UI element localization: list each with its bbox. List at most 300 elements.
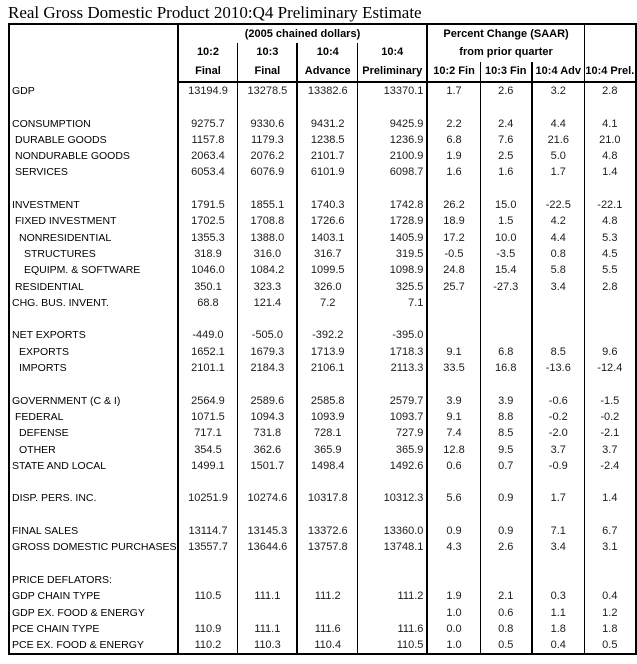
dollar-value: 1728.9: [358, 213, 428, 229]
pct-change-value: 3.7: [532, 442, 584, 458]
dollar-value: [238, 474, 297, 490]
dollar-value: 7.2: [297, 295, 357, 311]
dollar-value: 728.1: [297, 425, 357, 441]
dollar-value: 323.3: [238, 279, 297, 295]
dollar-value: 717.1: [178, 425, 238, 441]
dollar-value: [358, 474, 428, 490]
dollar-value: 1742.8: [358, 197, 428, 213]
pct-group-header-line2: from prior quarter: [427, 43, 584, 62]
row-label: SERVICES: [15, 166, 68, 179]
dollar-value: 1098.9: [358, 262, 428, 278]
pct-change-value: 33.5: [427, 360, 480, 376]
pct-change-value: [584, 327, 636, 343]
pct-change-value: 0.0: [427, 621, 480, 637]
table-header: [9, 24, 636, 82]
row-label: NET EXPORTS: [12, 329, 86, 342]
pct-change-value: [532, 99, 584, 115]
spacer-row: [9, 556, 636, 572]
pct-change-value: 0.6: [427, 458, 480, 474]
row-label: [9, 376, 178, 392]
row-label: EQUIPM. & SOFTWARE: [24, 264, 141, 277]
dollar-value: 1157.8: [178, 132, 238, 148]
dollar-value: [358, 507, 428, 523]
dollar-value: 1702.5: [178, 213, 238, 229]
pct-change-value: 0.4: [532, 637, 584, 654]
pct-change-value: 26.2: [427, 197, 480, 213]
dollar-value: 6098.7: [358, 164, 428, 180]
dollar-value: 111.6: [297, 621, 357, 637]
table-row: [9, 572, 636, 588]
dollar-value: 365.9: [358, 442, 428, 458]
dollar-value: [178, 376, 238, 392]
pct-change-value: 1.7: [532, 490, 584, 506]
col-header-pct: 10:3 Fin: [480, 62, 532, 82]
page-title: Real Gross Domestic Product 2010:Q4 Preliminary Estimate: [8, 3, 422, 22]
pct-change-value: [532, 376, 584, 392]
pct-change-value: 0.4: [584, 588, 636, 604]
dollar-value: 1713.9: [297, 344, 357, 360]
dollar-value: 1501.7: [238, 458, 297, 474]
table-row: [9, 523, 636, 539]
row-label: [9, 507, 178, 523]
row-label: FEDERAL: [15, 410, 64, 423]
pct-change-value: 12.8: [427, 442, 480, 458]
dollar-value: 13194.9: [178, 82, 238, 99]
pct-change-value: 21.0: [584, 132, 636, 148]
row-label: FIXED INVESTMENT: [15, 215, 117, 228]
table-row: [9, 409, 636, 425]
pct-change-value: [427, 181, 480, 197]
pct-change-value: 9.5: [480, 442, 532, 458]
pct-change-value: 2.1: [480, 588, 532, 604]
dollar-value: [297, 376, 357, 392]
pct-change-value: 9.1: [427, 344, 480, 360]
row-label: STRUCTURES: [24, 247, 96, 260]
row-label: RESIDENTIAL: [15, 280, 84, 293]
pct-change-value: [584, 507, 636, 523]
dollar-value: 1093.7: [358, 409, 428, 425]
pct-change-value: 1.6: [427, 164, 480, 180]
row-label: GDP CHAIN TYPE: [12, 590, 101, 603]
pct-change-value: [427, 327, 480, 343]
pct-change-value: 1.7: [427, 82, 480, 99]
dollar-value: 326.0: [297, 279, 357, 295]
pct-change-value: 3.9: [427, 393, 480, 409]
pct-change-value: [480, 507, 532, 523]
dollar-value: 111.6: [358, 621, 428, 637]
dollar-value: 10274.6: [238, 490, 297, 506]
pct-change-value: 1.9: [427, 148, 480, 164]
pct-change-value: 8.5: [532, 344, 584, 360]
table-row: [9, 164, 636, 180]
spacer-row: [9, 311, 636, 327]
pct-change-value: 6.8: [427, 132, 480, 148]
row-label: [9, 99, 178, 115]
pct-change-value: 1.7: [532, 164, 584, 180]
dollar-value: 13360.0: [358, 523, 428, 539]
pct-change-value: 6.8: [480, 344, 532, 360]
dollar-value: 110.9: [178, 621, 238, 637]
dollar-value: -449.0: [178, 327, 238, 343]
row-label: INVESTMENT: [12, 199, 80, 212]
pct-change-value: 8.8: [480, 409, 532, 425]
table-row: [9, 246, 636, 262]
pct-change-value: [532, 311, 584, 327]
pct-change-value: 0.9: [480, 523, 532, 539]
spacer-row: [9, 181, 636, 197]
pct-change-value: 1.2: [584, 605, 636, 621]
pct-change-value: 0.5: [584, 637, 636, 654]
pct-change-value: 3.7: [584, 442, 636, 458]
spacer-row: [9, 376, 636, 392]
dollar-value: 1403.1: [297, 230, 357, 246]
dollar-value: 727.9: [358, 425, 428, 441]
pct-change-value: 6.7: [584, 523, 636, 539]
pct-change-value: -2.1: [584, 425, 636, 441]
dollar-value: 13372.6: [297, 523, 357, 539]
pct-change-value: 3.4: [532, 539, 584, 555]
pct-change-value: [480, 311, 532, 327]
dollar-value: [178, 507, 238, 523]
table-row: [9, 425, 636, 441]
table-row: [9, 539, 636, 555]
pct-change-value: [480, 181, 532, 197]
dollar-value: 6076.9: [238, 164, 297, 180]
pct-change-value: 2.6: [480, 82, 532, 99]
row-label: STATE AND LOCAL: [12, 459, 107, 472]
pct-change-value: [480, 474, 532, 490]
dollar-value: 2579.7: [358, 393, 428, 409]
row-label: CONSUMPTION: [12, 117, 91, 130]
pct-change-value: -13.6: [532, 360, 584, 376]
dollar-value: 2101.7: [297, 148, 357, 164]
dollar-value: 1498.4: [297, 458, 357, 474]
pct-change-value: [584, 572, 636, 588]
dollar-value: [178, 572, 238, 588]
pct-change-value: 9.1: [427, 409, 480, 425]
dollar-value: 1099.5: [297, 262, 357, 278]
dollar-value: 350.1: [178, 279, 238, 295]
dollar-value: 13382.6: [297, 82, 357, 99]
dollar-value: 1388.0: [238, 230, 297, 246]
row-label: PCE EX. FOOD & ENERGY: [12, 639, 144, 652]
dollar-value: 318.9: [178, 246, 238, 262]
dollar-value: 110.5: [358, 637, 428, 654]
dollar-value: 2184.3: [238, 360, 297, 376]
dollar-value: 1071.5: [178, 409, 238, 425]
dollar-value: 1238.5: [297, 132, 357, 148]
dollar-value: 2113.3: [358, 360, 428, 376]
pct-change-value: [427, 311, 480, 327]
pct-change-value: 2.8: [584, 279, 636, 295]
dollar-value: 13644.6: [238, 539, 297, 555]
pct-change-value: -0.5: [427, 246, 480, 262]
dollar-value: 1084.2: [238, 262, 297, 278]
pct-change-value: 0.9: [427, 523, 480, 539]
table-row: [9, 82, 636, 99]
dollar-value: [358, 99, 428, 115]
dollar-value: 2564.9: [178, 393, 238, 409]
pct-change-value: 17.2: [427, 230, 480, 246]
table-row: [9, 327, 636, 343]
pct-change-value: [427, 295, 480, 311]
pct-change-value: [532, 572, 584, 588]
pct-change-value: [480, 572, 532, 588]
pct-change-value: [532, 295, 584, 311]
dollar-value: [178, 99, 238, 115]
pct-change-value: [427, 376, 480, 392]
pct-change-value: [584, 181, 636, 197]
dollar-value: 111.1: [238, 588, 297, 604]
dollar-value: 316.7: [297, 246, 357, 262]
dollar-value: 731.8: [238, 425, 297, 441]
dollar-value: 7.1: [358, 295, 428, 311]
pct-change-value: 1.9: [427, 588, 480, 604]
pct-change-value: [532, 181, 584, 197]
dollar-value: 2100.9: [358, 148, 428, 164]
pct-change-value: 25.7: [427, 279, 480, 295]
table-row: [9, 279, 636, 295]
pct-change-value: 0.5: [480, 637, 532, 654]
dollar-value: [358, 572, 428, 588]
pct-change-value: [480, 556, 532, 572]
dollar-value: 354.5: [178, 442, 238, 458]
pct-change-value: -0.6: [532, 393, 584, 409]
pct-change-value: 1.8: [532, 621, 584, 637]
pct-change-value: 1.6: [480, 164, 532, 180]
dollar-value: 1355.3: [178, 230, 238, 246]
row-label: CHG. BUS. INVENT.: [12, 296, 109, 309]
dollar-value: 9425.9: [358, 116, 428, 132]
pct-change-value: -0.2: [584, 409, 636, 425]
dollar-value: 2063.4: [178, 148, 238, 164]
row-label: [9, 311, 178, 327]
dollar-value: 10317.8: [297, 490, 357, 506]
pct-change-value: 2.2: [427, 116, 480, 132]
pct-change-value: 18.9: [427, 213, 480, 229]
dollar-value: 9275.7: [178, 116, 238, 132]
dollar-value: 13557.7: [178, 539, 238, 555]
pct-change-value: 1.0: [427, 637, 480, 654]
pct-change-value: 5.3: [584, 230, 636, 246]
dollar-value: 6101.9: [297, 164, 357, 180]
dollar-value: [358, 556, 428, 572]
pct-change-value: 16.8: [480, 360, 532, 376]
pct-change-value: [532, 556, 584, 572]
dollar-value: 111.2: [297, 588, 357, 604]
dollar-value: [297, 605, 357, 621]
dollar-value: 2101.1: [178, 360, 238, 376]
pct-change-value: [427, 474, 480, 490]
pct-change-value: 7.6: [480, 132, 532, 148]
table-row: [9, 197, 636, 213]
spacer-row: [9, 474, 636, 490]
pct-change-value: 4.4: [532, 116, 584, 132]
pct-change-value: [427, 556, 480, 572]
pct-change-value: 4.5: [584, 246, 636, 262]
pct-change-value: -1.5: [584, 393, 636, 409]
table-row: [9, 262, 636, 278]
pct-change-value: [532, 327, 584, 343]
dollar-value: [238, 311, 297, 327]
table-row: [9, 148, 636, 164]
header-group-row: [9, 24, 636, 43]
dollar-value: 316.0: [238, 246, 297, 262]
row-label: OTHER: [19, 443, 56, 456]
pct-change-value: [480, 327, 532, 343]
dollar-value: [297, 474, 357, 490]
table-row: [9, 344, 636, 360]
dollar-value: 1726.6: [297, 213, 357, 229]
dollar-value: 2585.8: [297, 393, 357, 409]
dollar-value: [297, 311, 357, 327]
pct-change-value: 4.2: [532, 213, 584, 229]
pct-change-value: 3.2: [532, 82, 584, 99]
table-row: [9, 360, 636, 376]
row-label: FINAL SALES: [12, 525, 79, 538]
pct-change-value: 1.4: [584, 164, 636, 180]
row-label: [9, 556, 178, 572]
dollar-value: 13114.7: [178, 523, 238, 539]
table-row: [9, 605, 636, 621]
col-header-quarter: 10:4: [358, 43, 428, 62]
table-row: [9, 458, 636, 474]
pct-change-value: 0.9: [480, 490, 532, 506]
row-label: [9, 474, 178, 490]
pct-change-value: [427, 99, 480, 115]
pct-change-value: [584, 295, 636, 311]
table-row: [9, 116, 636, 132]
gdp-table: [8, 23, 637, 655]
dollar-value: 1791.5: [178, 197, 238, 213]
pct-change-value: 1.0: [427, 605, 480, 621]
pct-change-value: [584, 311, 636, 327]
dollar-value: 110.2: [178, 637, 238, 654]
dollar-value: 13757.8: [297, 539, 357, 555]
pct-change-value: 0.8: [532, 246, 584, 262]
row-label: DEFENSE: [19, 427, 69, 440]
pct-change-value: 7.4: [427, 425, 480, 441]
pct-change-value: -27.3: [480, 279, 532, 295]
dollar-value: 13145.3: [238, 523, 297, 539]
table-row: [9, 295, 636, 311]
dollar-value: [238, 556, 297, 572]
pct-change-value: 3.4: [532, 279, 584, 295]
table-row: [9, 132, 636, 148]
pct-change-value: [427, 507, 480, 523]
pct-change-value: 2.5: [480, 148, 532, 164]
row-label: PCE CHAIN TYPE: [12, 622, 100, 635]
pct-change-value: [584, 474, 636, 490]
dollar-value: -392.2: [297, 327, 357, 343]
dollar-value: 365.9: [297, 442, 357, 458]
row-label: GROSS DOMESTIC PURCHASES: [12, 541, 177, 554]
dollar-value: 362.6: [238, 442, 297, 458]
dollar-value: [178, 605, 238, 621]
dollar-value: 1492.6: [358, 458, 428, 474]
dollar-value: [178, 474, 238, 490]
col-header-pct: 10:4 Prel.: [584, 62, 636, 82]
col-header-quarter: 10:4: [297, 43, 357, 62]
pct-change-value: [584, 99, 636, 115]
table-row: [9, 230, 636, 246]
row-label: EXPORTS: [19, 345, 69, 358]
dollar-value: [358, 605, 428, 621]
pct-change-value: 10.0: [480, 230, 532, 246]
dollar-value: 1855.1: [238, 197, 297, 213]
pct-change-value: [584, 376, 636, 392]
row-label: GDP: [12, 84, 35, 97]
pct-change-value: -2.0: [532, 425, 584, 441]
col-header-estimate: Final: [238, 62, 297, 82]
table-row: [9, 393, 636, 409]
col-header-estimate: Advance: [297, 62, 357, 82]
spacer-row: [9, 507, 636, 523]
dollar-value: 13278.5: [238, 82, 297, 99]
pct-change-value: -2.4: [584, 458, 636, 474]
dollar-value: [297, 181, 357, 197]
pct-change-value: 4.8: [584, 213, 636, 229]
pct-last-col-header-spacer: [584, 24, 636, 43]
pct-change-value: 21.6: [532, 132, 584, 148]
pct-change-value: -3.5: [480, 246, 532, 262]
dollar-value: -505.0: [238, 327, 297, 343]
dollar-value: [178, 311, 238, 327]
col-header-estimate: Final: [178, 62, 238, 82]
pct-change-value: [532, 474, 584, 490]
dollar-value: 1708.8: [238, 213, 297, 229]
pct-group-header-line1: Percent Change (SAAR): [427, 24, 584, 43]
row-label: PRICE DEFLATORS:: [12, 573, 112, 586]
pct-change-value: [480, 295, 532, 311]
dollar-value: 2076.2: [238, 148, 297, 164]
table-row: [9, 621, 636, 637]
dollar-value: 13370.1: [358, 82, 428, 99]
pct-change-value: 0.8: [480, 621, 532, 637]
row-label: NONDURABLE GOODS: [15, 150, 130, 163]
dollars-group-header: (2005 chained dollars): [178, 24, 428, 43]
dollar-value: [358, 376, 428, 392]
pct-change-value: -0.9: [532, 458, 584, 474]
pct-change-value: 4.8: [584, 148, 636, 164]
dollar-value: 110.3: [238, 637, 297, 654]
row-label: GDP EX. FOOD & ENERGY: [12, 606, 145, 619]
dollar-value: [297, 507, 357, 523]
dollar-value: [358, 311, 428, 327]
col-header-pct: 10:2 Fin: [427, 62, 480, 82]
dollar-value: 2106.1: [297, 360, 357, 376]
row-label: NONRESIDENTIAL: [19, 231, 112, 244]
pct-change-value: 7.1: [532, 523, 584, 539]
pct-change-value: 2.8: [584, 82, 636, 99]
pct-change-value: [480, 99, 532, 115]
dollar-value: [297, 99, 357, 115]
dollar-value: 68.8: [178, 295, 238, 311]
dollar-value: 1179.3: [238, 132, 297, 148]
dollar-value: -395.0: [358, 327, 428, 343]
dollar-value: [238, 605, 297, 621]
pct-change-value: 0.6: [480, 605, 532, 621]
pct-change-value: -12.4: [584, 360, 636, 376]
dollar-value: [238, 507, 297, 523]
pct-change-value: 15.4: [480, 262, 532, 278]
dollar-value: [238, 572, 297, 588]
pct-change-value: [584, 556, 636, 572]
dollar-value: 110.4: [297, 637, 357, 654]
pct-change-value: -22.1: [584, 197, 636, 213]
pct-change-value: 8.5: [480, 425, 532, 441]
dollar-value: 1499.1: [178, 458, 238, 474]
